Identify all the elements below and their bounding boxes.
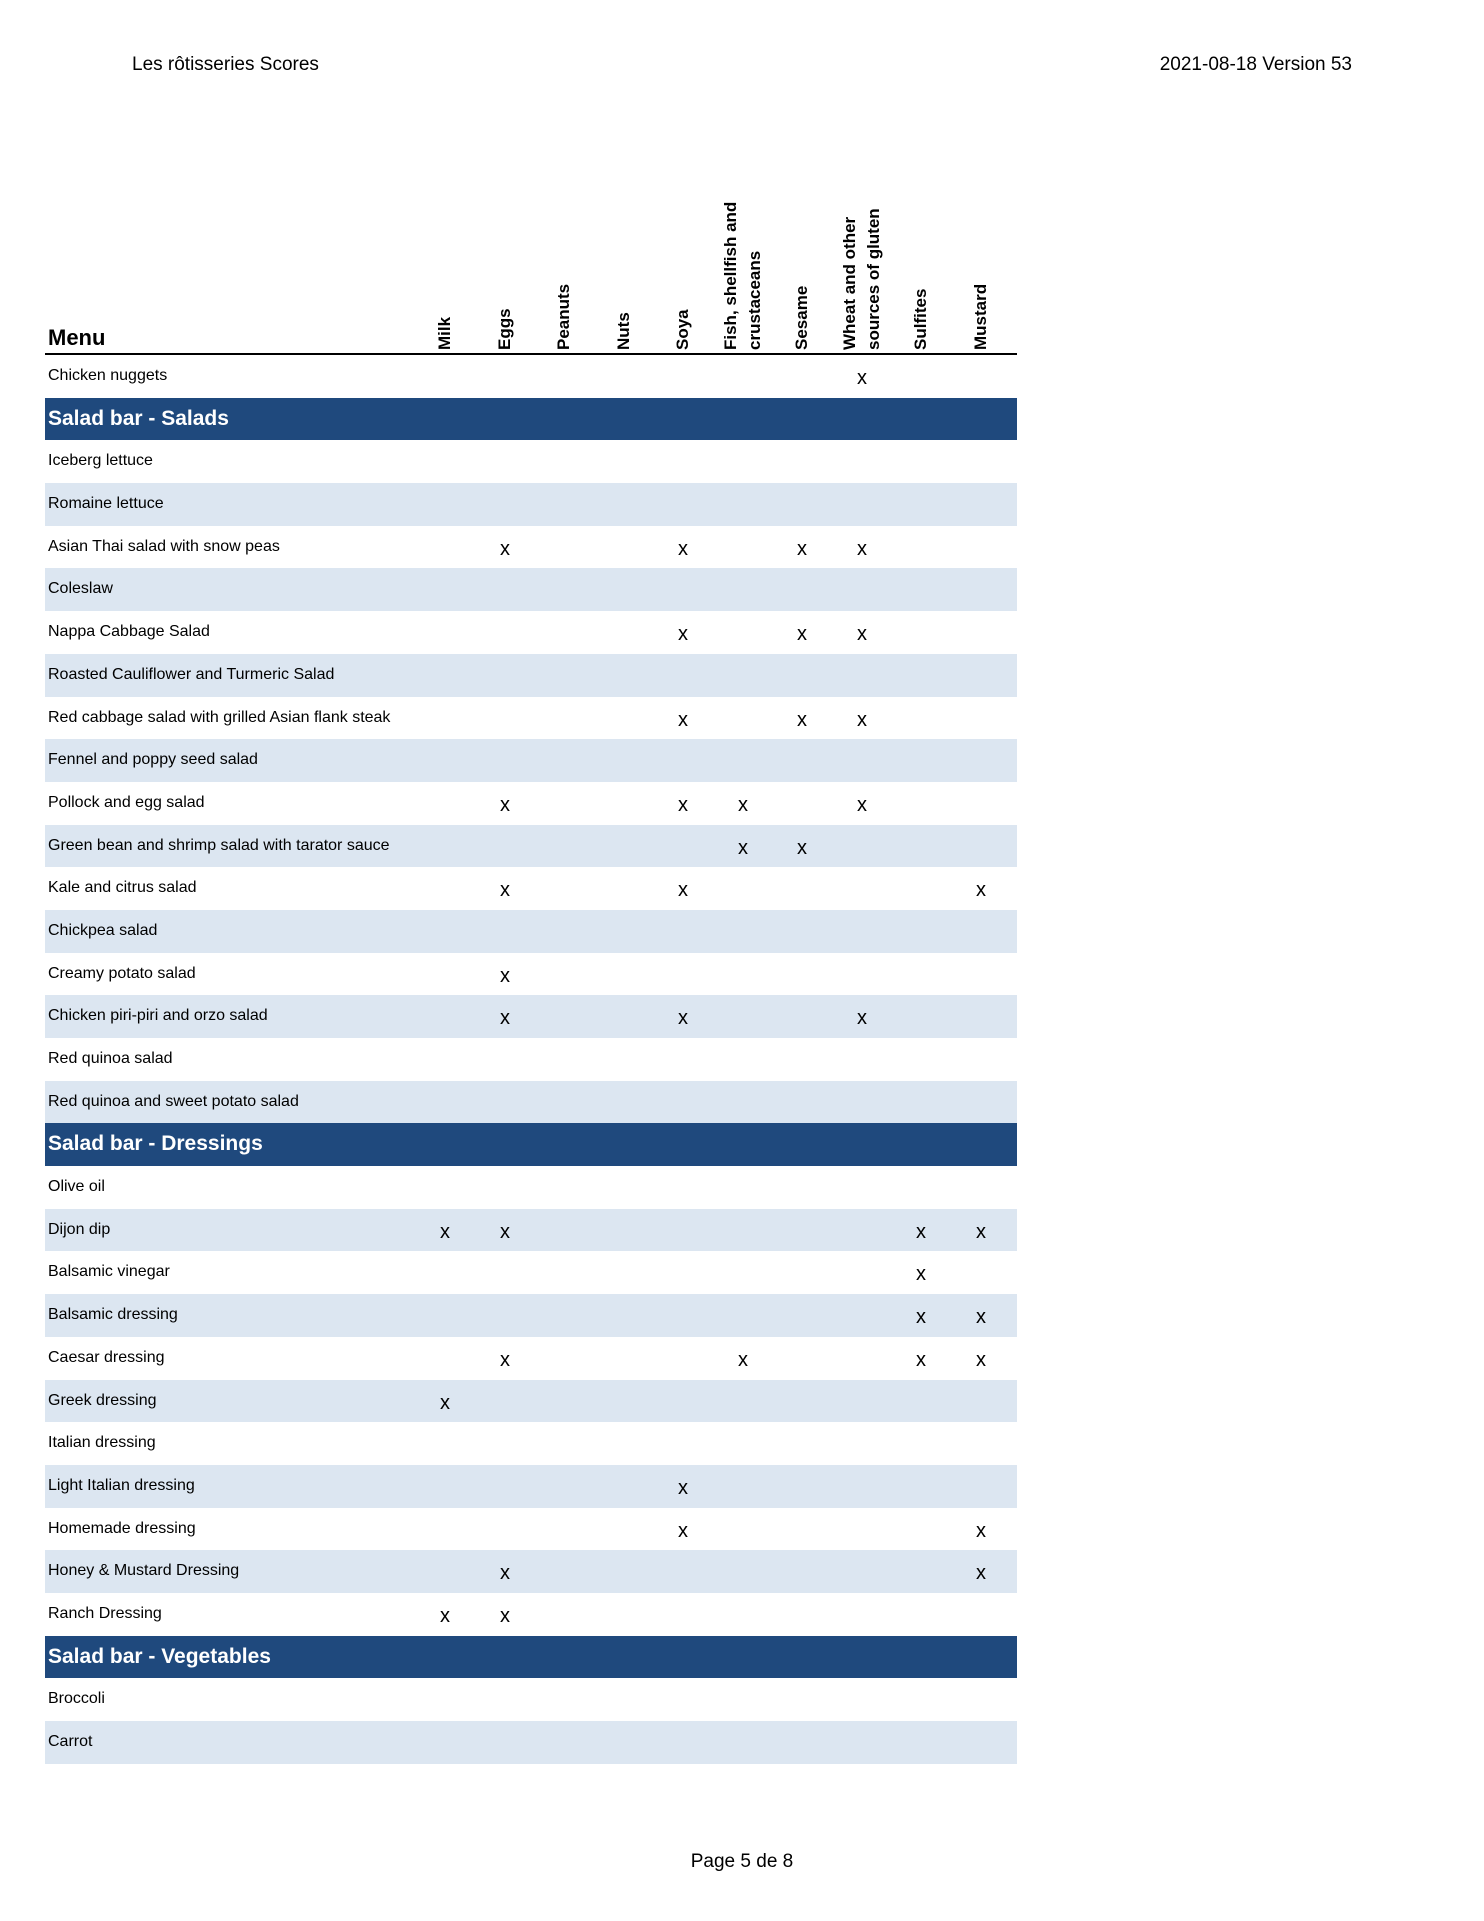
table-row: [45, 1550, 1017, 1593]
menu-item-name: Olive oil: [48, 1178, 105, 1196]
menu-item-name: Kale and citrus salad: [48, 879, 197, 897]
table-row: [45, 611, 1017, 654]
column-header-line: Soya: [673, 309, 692, 350]
table-body: [45, 355, 1017, 1764]
allergen-mark-wheat-and-other-sources-of-gluten: x: [857, 367, 867, 389]
allergen-mark-sesame: x: [797, 537, 807, 560]
allergen-mark-fish-shellfish-and-crustaceans: x: [738, 793, 748, 816]
table-row: [45, 1251, 1017, 1294]
menu-item-name: Creamy potato salad: [48, 964, 196, 982]
allergen-mark-fish-shellfish-and-crustaceans: x: [738, 836, 748, 859]
table-row: [45, 526, 1017, 569]
allergen-mark-sesame: x: [797, 708, 807, 731]
table-row: [45, 782, 1017, 825]
table-row: [45, 483, 1017, 526]
allergen-mark-eggs: x: [500, 1348, 510, 1371]
column-header-line: Milk: [435, 316, 454, 350]
column-header-line: Nuts: [614, 312, 633, 350]
table-row: [45, 1081, 1017, 1124]
allergen-mark-eggs: x: [500, 964, 510, 987]
menu-item-name: Roasted Cauliflower and Turmeric Salad: [48, 665, 335, 683]
column-header-line: sources of gluten: [864, 208, 883, 350]
allergen-mark-soya: x: [678, 708, 688, 731]
allergen-mark-mustard: x: [976, 1562, 986, 1585]
allergen-mark-soya: x: [678, 879, 688, 902]
menu-item-name: Romaine lettuce: [48, 495, 164, 513]
allergen-table: [45, 150, 1017, 1764]
allergen-mark-eggs: x: [500, 793, 510, 816]
column-header-line: Fish, shellfish and: [721, 201, 740, 350]
menu-item-name: Fennel and poppy seed salad: [48, 751, 258, 769]
allergen-mark-sulfites: x: [916, 1348, 926, 1371]
table-row: [45, 697, 1017, 740]
table-row: [45, 1337, 1017, 1380]
allergen-mark-eggs: x: [500, 1562, 510, 1585]
allergen-mark-milk: x: [440, 1220, 450, 1243]
table-row: [45, 568, 1017, 611]
table-row: [45, 440, 1017, 483]
table-row: [45, 1508, 1017, 1551]
section-header-salad-bar-vegetables: [45, 1636, 1017, 1679]
allergen-mark-fish-shellfish-and-crustaceans: x: [738, 1348, 748, 1371]
allergen-mark-milk: x: [440, 1604, 450, 1627]
allergen-mark-soya: x: [678, 623, 688, 646]
column-header-line: Sesame: [792, 285, 811, 350]
table-row: [45, 1422, 1017, 1465]
allergen-mark-wheat-and-other-sources-of-gluten: x: [857, 1007, 867, 1030]
allergen-mark-wheat-and-other-sources-of-gluten: x: [857, 537, 867, 560]
table-row: [45, 1465, 1017, 1508]
allergen-mark-eggs: x: [500, 1220, 510, 1243]
table-row: [45, 825, 1017, 868]
allergen-mark-sesame: x: [797, 623, 807, 646]
table-row: [45, 1038, 1017, 1081]
allergen-mark-soya: x: [678, 537, 688, 560]
menu-item-name: Iceberg lettuce: [48, 452, 153, 470]
allergen-mark-sulfites: x: [916, 1263, 926, 1286]
menu-item-name: Ranch Dressing: [48, 1604, 162, 1622]
menu-item-name: Red quinoa salad: [48, 1050, 173, 1067]
menu-item-name: Greek dressing: [48, 1391, 157, 1409]
table-row: [45, 867, 1017, 910]
allergen-mark-sulfites: x: [916, 1306, 926, 1329]
allergen-mark-wheat-and-other-sources-of-gluten: x: [857, 623, 867, 646]
allergen-mark-eggs: x: [500, 1007, 510, 1030]
page-number: Page 5 de 8: [690, 1851, 794, 1872]
section-title: Salad bar - Dressings: [48, 1132, 263, 1156]
table-row: [45, 1721, 1017, 1764]
menu-item-name: Homemade dressing: [48, 1519, 196, 1537]
document-title: Les rôtisseries Scores: [132, 54, 319, 75]
menu-item-name: Broccoli: [48, 1690, 105, 1708]
menu-item-name: Pollock and egg salad: [48, 793, 205, 811]
allergen-mark-mustard: x: [976, 1348, 986, 1371]
section-title: Salad bar - Salads: [48, 406, 229, 430]
table-row: [45, 1593, 1017, 1636]
column-header-line: Wheat and other: [840, 216, 859, 350]
menu-item-name: Carrot: [48, 1733, 93, 1750]
menu-item-name: Green bean and shrimp salad with tarator sauce: [48, 836, 390, 854]
allergen-mark-mustard: x: [976, 1220, 986, 1243]
menu-item-name: Caesar dressing: [48, 1348, 165, 1366]
menu-item-name: Balsamic dressing: [48, 1306, 178, 1324]
menu-item-name: Balsamic vinegar: [48, 1263, 170, 1281]
menu-item-name: Coleslaw: [48, 580, 113, 598]
allergen-mark-soya: x: [678, 1476, 688, 1499]
table-header: [45, 150, 1017, 355]
column-header-line: crustaceans: [745, 250, 764, 350]
menu-item-name: Red quinoa and sweet potato salad: [48, 1092, 299, 1110]
version-date: 2021-08-18 Version 53: [1159, 54, 1352, 75]
section-header-salad-bar-salads: [45, 398, 1017, 441]
table-row: [45, 1166, 1017, 1209]
menu-item-name: Chicken nuggets: [48, 367, 168, 384]
allergen-mark-soya: x: [678, 793, 688, 816]
allergen-mark-soya: x: [678, 1007, 688, 1030]
menu-item-name: Chicken piri-piri and orzo salad: [48, 1007, 268, 1025]
table-row: [45, 355, 1017, 398]
menu-item-name: Red cabbage salad with grilled Asian flank steak: [48, 708, 391, 726]
column-header-line: Peanuts: [554, 283, 573, 350]
menu-item-name: Dijon dip: [48, 1220, 111, 1238]
menu-item-name: Italian dressing: [48, 1434, 156, 1452]
column-header-line: Mustard: [971, 283, 990, 350]
allergen-mark-sesame: x: [797, 836, 807, 859]
table-row: [45, 654, 1017, 697]
table-row: [45, 953, 1017, 996]
allergen-mark-mustard: x: [976, 1519, 986, 1542]
table-row: [45, 1209, 1017, 1252]
allergen-mark-eggs: x: [500, 1604, 510, 1627]
menu-item-name: Nappa Cabbage Salad: [48, 623, 210, 641]
allergen-mark-soya: x: [678, 1519, 688, 1542]
menu-item-name: Asian Thai salad with snow peas: [48, 537, 280, 555]
allergen-mark-eggs: x: [500, 537, 510, 560]
allergen-mark-milk: x: [440, 1391, 450, 1414]
allergen-mark-mustard: x: [976, 879, 986, 902]
table-row: [45, 1294, 1017, 1337]
allergen-mark-wheat-and-other-sources-of-gluten: x: [857, 708, 867, 731]
table-row: [45, 739, 1017, 782]
table-row: [45, 1380, 1017, 1423]
menu-item-name: Chickpea salad: [48, 921, 158, 939]
allergen-mark-wheat-and-other-sources-of-gluten: x: [857, 793, 867, 816]
column-header-line: Sulfites: [911, 288, 930, 350]
allergen-mark-sulfites: x: [916, 1220, 926, 1243]
table-row: [45, 1678, 1017, 1721]
column-header-line: Eggs: [495, 308, 514, 350]
allergen-mark-eggs: x: [500, 879, 510, 902]
section-header-salad-bar-dressings: [45, 1123, 1017, 1166]
menu-item-name: Light Italian dressing: [48, 1476, 195, 1494]
table-row: [45, 910, 1017, 953]
allergen-mark-mustard: x: [976, 1306, 986, 1329]
section-title: Salad bar - Vegetables: [48, 1644, 271, 1668]
menu-item-name: Honey & Mustard Dressing: [48, 1562, 240, 1580]
table-row: [45, 995, 1017, 1038]
menu-column-header: Menu: [48, 325, 106, 350]
